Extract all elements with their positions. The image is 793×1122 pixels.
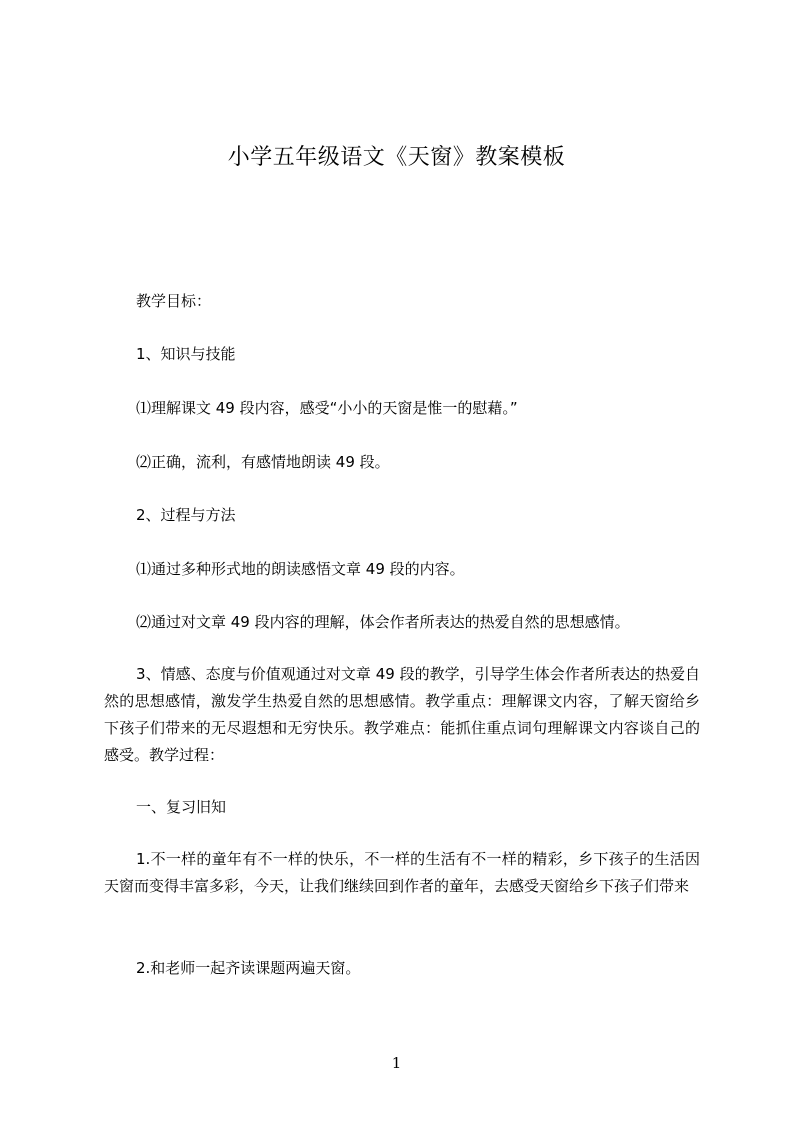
process-heading: 2、过程与方法 (136, 506, 236, 524)
emotion-paragraph: 3、情感、态度与价值观通过对文章 49 段的教学，引导学生体会作者所表达的热爱自然的思想感情，激发学生热爱自然的思想感情。教学重点：理解课文内容，了解天窗给乡下孩子们带来的无尽遐想和无穷快乐。教学难点：能抓住重点词句理解课文内容谈自己的感受。教学过程： (104, 665, 700, 764)
page-number: 1 (391, 1054, 402, 1072)
review-heading: 一、复习旧知 (136, 798, 227, 816)
knowledge-item-1: ⑴理解课文 49 段内容，感受“小小的天窗是惟一的慰藉。” (136, 399, 518, 417)
document-title: 小学五年级语文《天窗》教案模板 (227, 145, 566, 170)
process-item-1: ⑴通过多种形式地的朗读感悟文章 49 段的内容。 (136, 560, 465, 578)
process-item-2: ⑵通过对文章 49 段内容的理解，体会作者所表达的热爱自然的思想感情。 (136, 613, 630, 631)
knowledge-heading: 1、知识与技能 (136, 345, 236, 363)
review-paragraph: 1.不一样的童年有不一样的快乐，不一样的生活有不一样的精彩，乡下孩子的生活因天窗而变得丰富多彩，今天，让我们继续回到作者的童年，去感受天窗给乡下孩子们带来 (104, 850, 700, 895)
review-item-2: 2.和老师一起齐读课题两遍天窗。 (136, 959, 361, 977)
objectives-heading: 教学目标： (136, 292, 212, 310)
knowledge-item-2: ⑵正确，流利，有感情地朗读 49 段。 (136, 453, 390, 471)
